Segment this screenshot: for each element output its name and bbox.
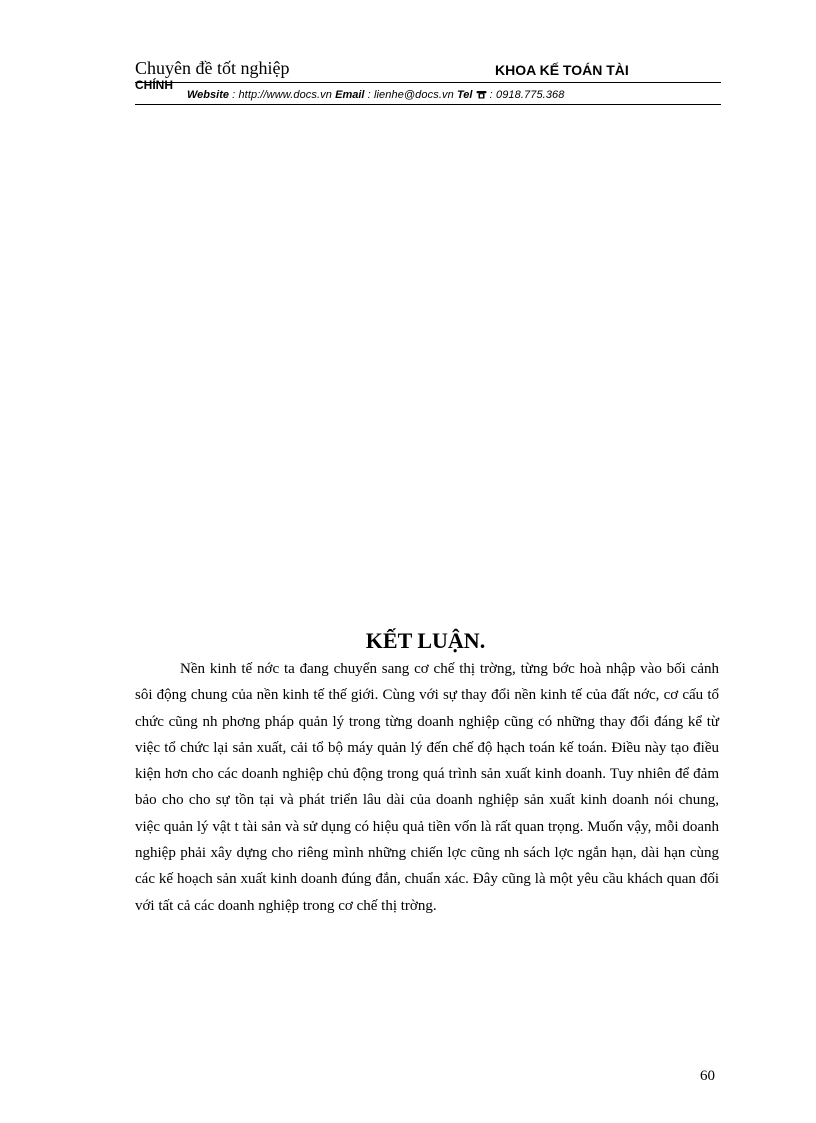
header-rule-bottom	[135, 104, 721, 105]
website-label: Website	[187, 89, 229, 101]
email-value: : lienhe@docs.vn	[364, 89, 457, 101]
body-paragraph: Nền kinh tế nớc ta đang chuyển sang cơ chế thị trờng, từng bớc hoà nhập vào bối cảnh sôi động chung của nền kinh tế thế giới. Cùng với sự thay đổi nền kinh tế của đất nớc, cơ cấu tổ chức cũng nh phơng pháp quản lý trong từng doanh nghiệp cũng có những thay đổi đáng kể từ việc tổ chức lại sản xuất, cải tổ bộ máy quản lý đến chế độ hạch toán kế toán. Điều này tạo điều kiện hơn cho các doanh nghiệp chủ động trong quá trình sản xuất kinh doanh. Tuy nhiên để đảm bảo cho cho sự tồn tại và phát triển lâu dài của doanh nghiệp sản xuất kinh doanh nói chung, việc quản lý vật t tài sản và sử dụng có hiệu quả tiền vốn là rất quan trọng. Muốn vậy, mỗi doanh nghiệp phải xây dựng cho riêng mình những chiến lợc cũng nh sách lợc ngắn hạn, dài hạn cùng các kế hoạch sản xuất kinh doanh đúng đắn, chuẩn xác. Đây cũng là một yêu cầu khách quan đối với tất cả các doanh nghiệp trong cơ chế thị trờng.	[135, 661, 719, 914]
page-number: 60	[700, 1068, 715, 1084]
website-value: : http://www.docs.vn	[228, 89, 336, 101]
header-department: KHOA KẾ TOÁN TÀI	[495, 62, 629, 78]
tel-label: Tel	[456, 89, 473, 101]
phone-icon	[476, 90, 487, 99]
header-thesis-label: Chuyên đề tốt nghiệp	[135, 58, 290, 78]
email-label: Email	[335, 89, 365, 101]
header-department-continued: CHÍNH	[135, 78, 173, 92]
header-rule	[135, 82, 721, 83]
page-header	[135, 56, 721, 106]
section-title: KẾT LUẬN.	[365, 628, 486, 653]
tel-value: : 0918.775.368	[486, 89, 565, 101]
header-contact-line	[187, 89, 564, 101]
